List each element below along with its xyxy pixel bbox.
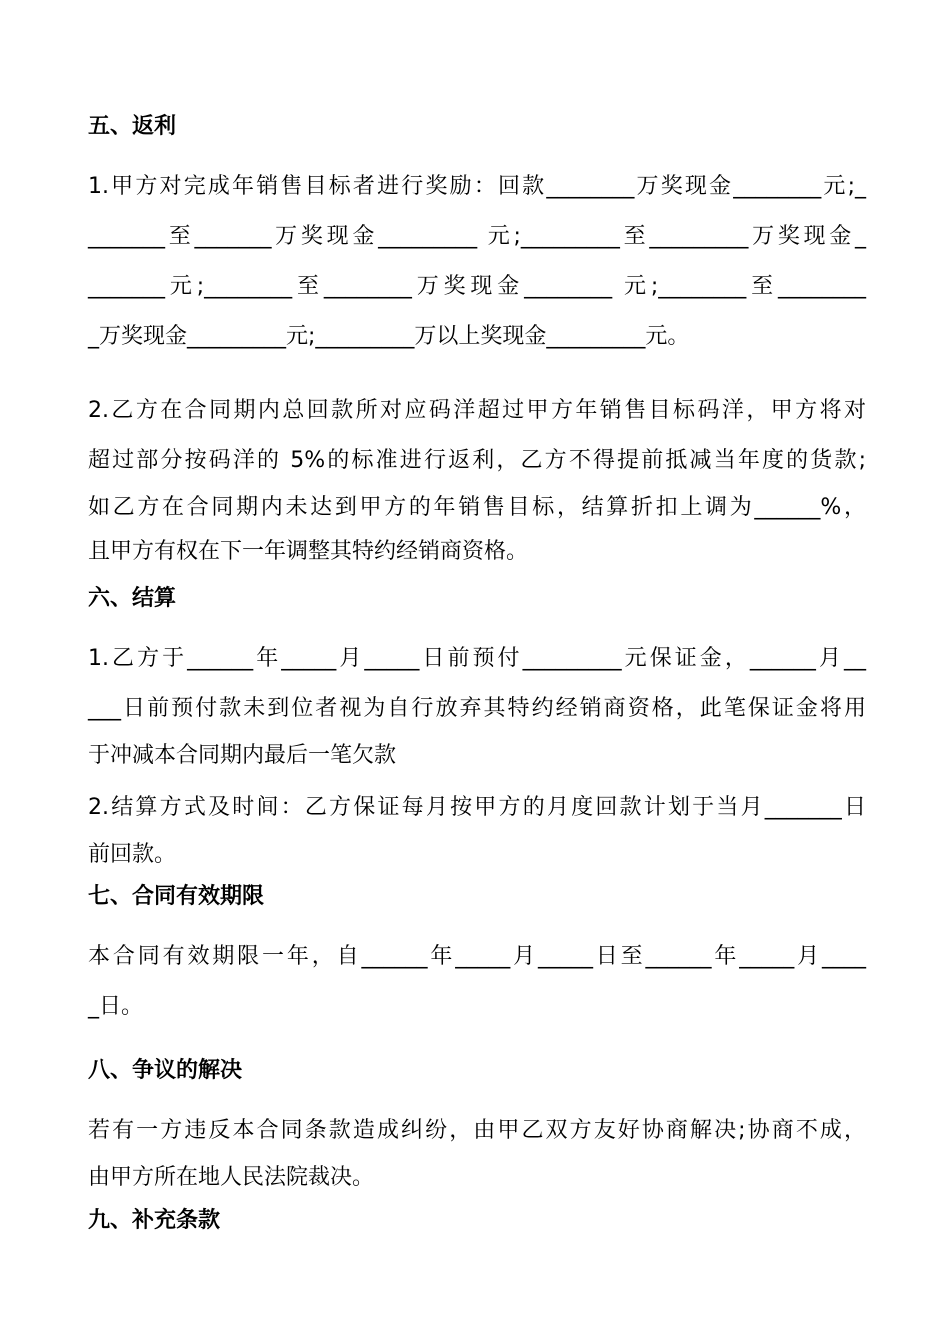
section-heading-rebate: 五、返利 <box>88 114 177 139</box>
section-heading-term: 七、合同有效期限 <box>88 884 265 909</box>
text-line: 如乙方在合同期内未达到甲方的年销售目标，结算折扣上调为______%， <box>88 495 866 520</box>
term-clause <box>88 932 866 1032</box>
rebate-clause-2 <box>88 386 866 574</box>
text-line: _日。 <box>88 994 144 1019</box>
section-heading-supplementary: 九、补充条款 <box>88 1208 221 1233</box>
text-line: 且甲方有权在下一年调整其特约经销商资格。 <box>88 539 529 564</box>
text-line: 2.结算方式及时间：乙方保证每月按甲方的月度回款计划于当月_______日 <box>88 795 866 820</box>
text-line: _______元;________至________万奖现金________ 元;________至________ <box>88 274 866 299</box>
text-line: 超过部分按码洋的 5%的标准进行返利，乙方不得提前抵减当年度的货款; <box>88 448 866 473</box>
section-heading-settlement: 六、结算 <box>88 586 177 611</box>
text-line: 1.乙方于______年_____月_____日前预付_________元保证金，______月__ <box>88 646 866 671</box>
section-heading-dispute: 八、争议的解决 <box>88 1058 243 1083</box>
text-line: _万奖现金_________元;_________万以上奖现金_________元。 <box>88 324 690 349</box>
settlement-clause-2 <box>88 783 866 877</box>
text-line: 本合同有效期限一年，自______年_____月_____日至______年_____月____ <box>88 944 866 969</box>
text-line: ___日前预付款未到位者视为自行放弃其特约经销商资格，此笔保证金将用 <box>88 696 866 721</box>
settlement-clause-1 <box>88 634 866 778</box>
rebate-clause-1 <box>88 162 866 362</box>
dispute-clause <box>88 1106 866 1200</box>
text-line: 于冲减本合同期内最后一笔欠款 <box>88 743 397 768</box>
text-line: 前回款。 <box>88 842 177 867</box>
text-line: 1.甲方对完成年销售目标者进行奖励：回款________万奖现金________元;_ <box>88 174 866 199</box>
text-line: _______至_______万奖现金_________ 元;_________至_________万奖现金_ <box>88 224 866 249</box>
text-line: 2.乙方在合同期内总回款所对应码洋超过甲方年销售目标码洋，甲方将对 <box>88 398 866 423</box>
text-line: 若有一方违反本合同条款造成纠纷，由甲乙双方友好协商解决;协商不成， <box>88 1118 866 1143</box>
text-line: 由甲方所在地人民法院裁决。 <box>88 1165 375 1190</box>
